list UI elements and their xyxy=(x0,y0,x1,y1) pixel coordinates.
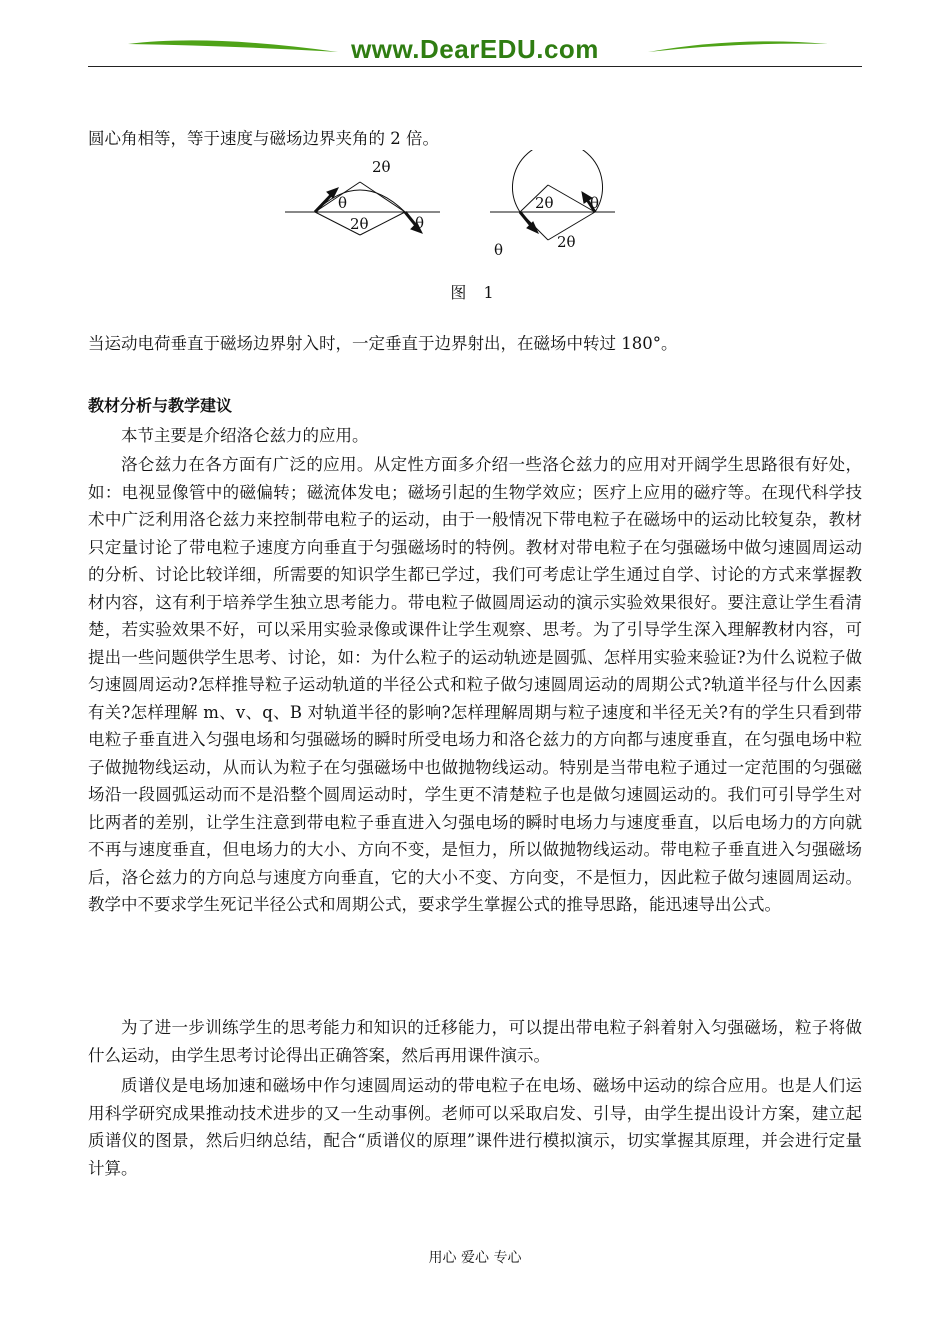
fig-label-right-theta-entry: θ xyxy=(494,241,504,259)
perpendicular-note: 当运动电荷垂直于磁场边界射入时，一定垂直于边界射出，在磁场中转过 180°。 xyxy=(88,334,678,353)
page-header xyxy=(88,30,862,70)
footer-motto: 用心 爱心 专心 xyxy=(428,1250,522,1266)
header-rule xyxy=(88,66,862,67)
fig-label-right-2theta-center: 2θ xyxy=(535,194,554,212)
paragraph-2: 洛仑兹力在各方面有广泛的应用。从定性方面多介绍一些洛仑兹力的应用对开阔学生思路很有好处，如：电视显像管中的磁偏转；磁流体发电；磁场引起的生物学效应；医疗上应用的磁疗等。在现代科学技术中广泛利用洛仑兹力来控制带电粒子的运动，由于一般情况下带电粒子在磁场中的运动比较复杂，教材只定量讨论了带电粒子速度方向垂直于匀强磁场时的特例。教材对带电粒子在匀强磁场中做匀速圆周运动的分析、讨论比较详细，所需要的知识学生都已学过，我们可考虑让学生通过自学、讨论的方式来掌握教材内容，这有利于培养学生独立思考能力。带电粒子做圆周运动的演示实验效果很好。要注意让学生看清楚，若实验效果不好，可以采用实验录像或课件让学生观察、思考。为了引导学生深入理解教材内容，可提出一些问题供学生思考、讨论，如：为什么粒子的运动轨迹是圆弧、怎样用实验来验证?为什么说粒子做匀速圆周运动?怎样推导粒子运动轨道的半径公式和粒子做匀速圆周运动的周期公式?轨道半径与什么因素有关?怎样理解 m、v、q、B 对轨道半径的影响?怎样理解周期与粒子速度和半径无关?有的学生只看到带电粒子垂直进入匀强电场和匀强磁场的瞬时所受电场力和洛仑兹力的方向都与速度垂直，在匀强电场中粒子做抛物线运动，从而认为粒子在匀强磁场中也做抛物线运动。特别是当带电粒子通过一定范围的匀强磁场沿一段圆弧运动而不是沿整个圆周运动时，学生更不清楚粒子也是做匀速圆运动的。我们可引导学生对比两者的差别，让学生注意到带电粒子垂直进入匀强电场的瞬时电场力与速度垂直，以后电场力的方向就不再与速度垂直，但电场力的大小、方向不变，是恒力，所以做抛物线运动。带电粒子垂直进入匀强磁场后，洛仑兹力的方向总与速度方向垂直，它的大小不变、方向变，不是恒力，因此粒子做匀速圆周运动。教学中不要求学生死记半径公式和周期公式，要求学生掌握公式的推导思路，能迅速导出公式。 xyxy=(88,455,862,914)
site-logo: www.DearEDU.com xyxy=(351,34,599,64)
figure-1-diagram xyxy=(280,150,620,270)
paragraph-3: 为了进一步训练学生的思考能力和知识的迁移能力，可以提出带电粒子斜着射入匀强磁场，粒子将做什么运动，由学生思考讨论得出正确答案，然后再用课件演示。 xyxy=(88,1018,862,1065)
fig-label-left-theta-inner: θ xyxy=(338,194,348,212)
paragraph-4: 质谱仪是电场加速和磁场中作匀速圆周运动的带电粒子在电场、磁场中运动的综合应用。也是人们运用科学研究成果推动技术进步的又一生动事例。老师可以采取启发、引导，由学生提出设计方案，建立起质谱仪的图景，然后归纳总结，配合“质谱仪的原理”课件进行模拟演示，切实掌握其原理，并会进行定量计算。 xyxy=(88,1076,862,1178)
fig-label-left-theta-exit: θ xyxy=(415,214,425,232)
fig-label-right-theta-exit: θ xyxy=(590,194,600,212)
fig-label-right-2theta-bottom: 2θ xyxy=(557,233,576,251)
fig-label-left-top-2theta: 2θ xyxy=(372,158,391,176)
figure-caption: 图 1 xyxy=(450,283,500,302)
paragraph-1: 本节主要是介绍洛仑兹力的应用。 xyxy=(121,426,369,445)
fig-label-left-2theta-center: 2θ xyxy=(350,215,369,233)
section-heading: 教材分析与教学建议 xyxy=(88,396,233,415)
intro-line: 圆心角相等，等于速度与磁场边界夹角的 2 倍。 xyxy=(88,129,439,148)
